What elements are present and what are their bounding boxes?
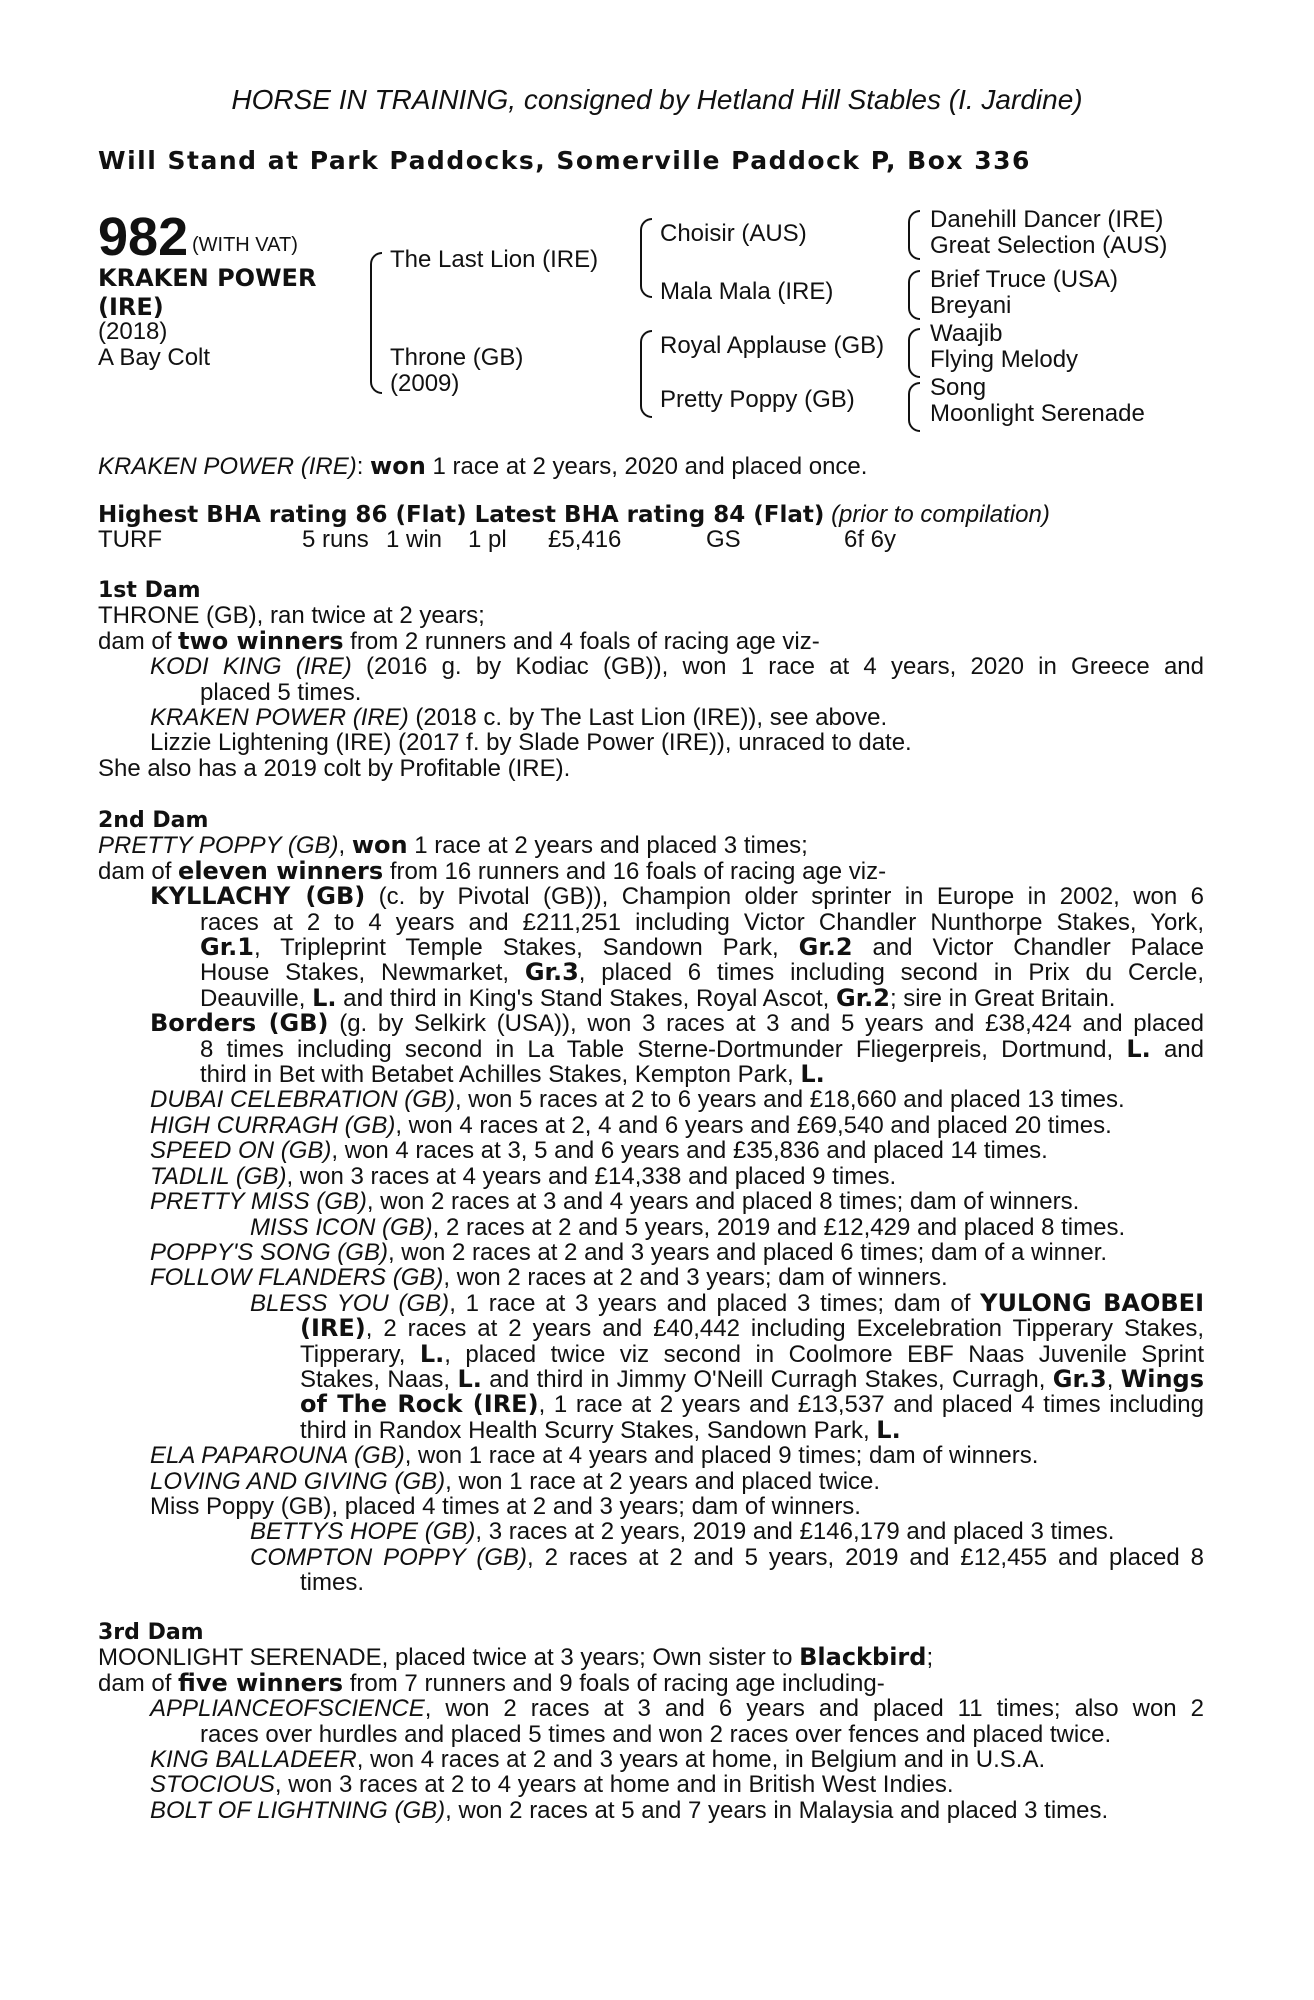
dam2-lg1a-text: LOVING AND GIVING (GB) <box>150 1467 446 1495</box>
first-dam-line: THRONE (GB), ran twice at 2 years; <box>98 602 485 630</box>
dam2-bo2c-text: and <box>1150 1035 1204 1063</box>
second-dam-section <box>98 808 1204 1596</box>
dam2-bl4c-text: and third in Jimmy O'Neill Curragh Stakes, Curragh, <box>481 1365 1053 1393</box>
dam3-st1a-text: STOCIOUS <box>150 1771 275 1799</box>
record-distance: 6f 6y <box>844 526 897 553</box>
dam1-l2a-text: dam of <box>98 627 179 655</box>
dam2-bo3b-text: L. <box>800 1060 825 1089</box>
dam2-bl1a-text: BLESS YOU (GB) <box>250 1289 450 1317</box>
dam2-bl3c-text: , placed twice viz second in Coolmore EBF Naas Juvenile Sprint <box>444 1340 1204 1368</box>
offspring-applianceofscience <box>98 1696 1204 1721</box>
dam2-ky4a-text: House Stakes, Newmarket, <box>200 959 525 987</box>
granddam-3: Flying Melody <box>930 346 1079 373</box>
dam2-bl5a-text: of The Rock (IRE) <box>300 1390 539 1419</box>
dam2-l1b-text: , <box>338 832 352 860</box>
summary-horse-name: KRAKEN POWER (IRE) <box>98 453 357 480</box>
dam3-l2a-text: dam of <box>98 1669 179 1697</box>
granddam-4: Moonlight Serenade <box>930 400 1145 427</box>
dam2-bl4e-text: , <box>1106 1365 1121 1393</box>
granddam-1: Great Selection (AUS) <box>930 232 1168 259</box>
compton-poppy-line2: times. <box>300 1569 365 1597</box>
horse-name-line1: KRAKEN POWER <box>98 264 317 292</box>
dam2-bo2a-text: 8 times including second in La Table Sterne-Dortmunder Fliegerpreis, Dortmund, <box>200 1035 1127 1063</box>
dam2-bo2b-text: L. <box>1126 1034 1151 1063</box>
dam1-o1a-text: KODI KING (IRE) <box>150 653 352 681</box>
bless-you-line4 <box>98 1364 1204 1393</box>
dam2-ky4c-text: , placed 6 times including second in Prix du Cercle, <box>578 959 1204 987</box>
grandoffspring-miss-icon <box>98 1215 1204 1240</box>
offspring-king-balladeer <box>98 1747 1204 1772</box>
grandsire-2: Brief Truce (USA) <box>930 266 1119 293</box>
offspring-borders <box>98 1011 1204 1036</box>
lot-number: 982 <box>98 207 189 267</box>
dam2-ky3a-text: Gr.1 <box>200 933 254 962</box>
dam2-bh1a-text: BETTYS HOPE (GB) <box>250 1518 476 1546</box>
horse-description: A Bay Colt <box>98 344 211 371</box>
offspring-kodi-king <box>98 654 1204 679</box>
bless-you-line6 <box>98 1415 1204 1444</box>
dam2-l1c-text: won <box>351 831 408 860</box>
granddam-2: Breyani <box>930 292 1012 319</box>
pedigree-bracket-g1 <box>908 210 920 260</box>
dam2-du1a-text: DUBAI CELEBRATION (GB) <box>150 1086 455 1114</box>
dam2-bl3a-text: Tipperary, <box>300 1340 420 1368</box>
dam2-bl6b-text: L. <box>876 1415 901 1444</box>
record-surface: TURF <box>98 526 162 553</box>
dam2-l2b-text: eleven winners <box>178 856 384 885</box>
offspring-stocious <box>98 1772 1204 1797</box>
pedigree-bracket-g3 <box>908 328 920 378</box>
dam2-bo3a-text: third in Bet with Betabet Achilles Stakes, Kempton Park, <box>200 1061 801 1089</box>
rating-note: (prior to compilation) <box>831 501 1050 528</box>
offspring-kyllachy <box>98 884 1204 909</box>
dam2-l2c-text: from 16 runners and 16 foals of racing age viz- <box>383 857 887 885</box>
record-going: GS <box>706 526 741 553</box>
dam2-hc1b-text: , won 4 races at 2, 4 and 6 years and £69,540 and placed 20 times. <box>395 1111 1112 1139</box>
third-dam-line <box>98 1645 1204 1670</box>
borders-line2 <box>98 1034 1204 1063</box>
kyllachy-line5 <box>98 983 1204 1012</box>
summary-won: won <box>370 452 426 480</box>
record-runs: 5 runs <box>302 526 369 553</box>
dam2-ky5e-text: ; sire in Great Britain. <box>889 984 1116 1012</box>
dam2-ky3c-text: Gr.2 <box>798 933 853 962</box>
dam3-kb1b-text: , won 4 races at 2 and 3 years at home, in Belgium and in U.S.A. <box>356 1746 1046 1774</box>
dam2-so1b-text: , won 4 races at 3, 5 and 6 years and £35,836 and placed 14 times. <box>331 1137 1048 1165</box>
dam2-ff1b-text: , won 2 races at 2 and 3 years; dam of winners. <box>443 1264 948 1292</box>
dam2-pm1b-text: , won 2 races at 3 and 4 years and placed 8 times; dam of winners. <box>366 1188 1080 1216</box>
dam2-lg1b-text: , won 1 race at 2 years and placed twice. <box>445 1467 881 1495</box>
dam2-bh1b-text: , 3 races at 2 years, 2019 and £146,179 and placed 3 times. <box>475 1518 1115 1546</box>
pedigree-bracket-parents <box>370 252 382 394</box>
grandoffspring-bless-you <box>98 1288 1205 1317</box>
dam3-l1b-text: Blackbird <box>799 1643 927 1672</box>
dam2-bl2a-text: (IRE) <box>300 1314 366 1343</box>
dam3-l2b-text: five winners <box>178 1668 344 1697</box>
dam2-l1a-text: PRETTY POPPY (GB) <box>98 832 339 860</box>
dam2-mi1a-text: MISS ICON (GB) <box>250 1213 433 1241</box>
first-dam-produce <box>98 626 1204 655</box>
grandoffspring-compton-poppy <box>98 1545 1204 1570</box>
dam2-bl4f-text: Wings <box>1120 1364 1204 1393</box>
dam2-l2a-text: dam of <box>98 857 179 885</box>
kyllachy-line3 <box>98 935 1204 960</box>
offspring-ela-paparouna <box>98 1443 1204 1468</box>
dam1-o2a-text: KRAKEN POWER (IRE) <box>150 704 409 732</box>
dam2-ep1a-text: ELA PAPAROUNA (GB) <box>150 1442 405 1470</box>
dam1-o2b-text: (2018 c. by The Last Lion (IRE)), see above. <box>408 704 888 732</box>
sire-dam: Mala Mala (IRE) <box>660 278 834 305</box>
dam3-bt1b-text: , won 2 races at 5 and 7 years in Malaysia and placed 3 times. <box>445 1796 1109 1824</box>
dam2-bl4b-text: L. <box>457 1364 482 1393</box>
dam3-l1a-text: MOONLIGHT SERENADE, placed twice at 3 years; Own sister to <box>98 1644 800 1672</box>
kyllachy-line2: races at 2 to 4 years and £211,251 including Victor Chandler Nunthorpe Stakes, York, <box>200 908 1204 936</box>
record-earnings: £5,416 <box>548 526 622 553</box>
dam2-ky1b-text: (c. by Pivotal (GB)), Champion older sprinter in Europe in 2002, won 6 <box>365 883 1204 911</box>
dam2-bl3b-text: L. <box>419 1339 445 1368</box>
dam2-so1a-text: SPEED ON (GB) <box>150 1137 332 1165</box>
dam2-bl5b-text: , 1 race at 2 years and £13,537 and placed 4 times including <box>538 1391 1204 1419</box>
vat-note: (WITH VAT) <box>192 234 298 256</box>
pedigree-bracket-g4 <box>908 382 920 432</box>
dam2-mi1b-text: , 2 races at 2 and 5 years, 2019 and £12,429 and placed 8 times. <box>432 1213 1126 1241</box>
grandsire-1: Danehill Dancer (IRE) <box>930 206 1164 233</box>
second-dam-line <box>98 833 1204 858</box>
offspring-follow-flanders <box>98 1265 1204 1290</box>
record-wins: 1 win <box>386 526 443 553</box>
dam2-cp1a-text: COMPTON POPPY (GB) <box>250 1543 527 1571</box>
dam3-l2c-text: from 7 runners and 9 foals of racing age including- <box>343 1669 885 1697</box>
foaling-year: (2018) <box>98 318 168 345</box>
dam2-bo1a-text: Borders (GB) <box>150 1009 329 1038</box>
dam1-l2c-text: from 2 runners and 4 foals of racing age viz- <box>343 627 820 655</box>
dam3-kb1a-text: KING BALLADEER <box>150 1746 357 1774</box>
rating-text: Highest BHA rating 86 (Flat) Latest BHA rating 84 (Flat) <box>98 502 825 528</box>
pedigree-bracket-dam <box>640 330 652 418</box>
consignment-title: HORSE IN TRAINING, consigned by Hetland Hill Stables (I. Jardine) <box>231 84 1083 115</box>
offspring-pretty-miss <box>98 1189 1204 1214</box>
dam2-bl2b-text: , 2 races at 2 years and £40,442 including Excelebration Tipperary Stakes, <box>365 1315 1204 1343</box>
bless-you-line3 <box>98 1339 1204 1368</box>
stand-location: Will Stand at Park Paddocks, Somerville Paddock P, Box 336 <box>98 146 1031 175</box>
dam2-ps1b-text: , won 2 races at 2 and 3 years and placed 6 times; dam of a winner. <box>387 1238 1108 1266</box>
dam2-bl4a-text: Stakes, Naas, <box>300 1365 458 1393</box>
dam2-ps1a-text: POPPY'S SONG (GB) <box>150 1238 388 1266</box>
dam3-st1b-text: , won 3 races at 2 to 4 years at home and in British West Indies. <box>274 1771 954 1799</box>
dam1-o1b-text: (2016 g. by Kodiac (GB)), won 1 race at 4 years, 2020 in Greece and <box>351 653 1204 681</box>
dam3-ap1b-text: , won 2 races at 3 and 6 years and placed 11 times; also won 2 <box>424 1695 1204 1723</box>
horse-name <box>98 264 316 322</box>
race-summary: KRAKEN POWER (IRE): won 1 race at 2 years, 2020 and placed once. <box>98 452 868 480</box>
dam2-ky1a-text: KYLLACHY (GB) <box>150 882 366 911</box>
bless-you-line2 <box>98 1316 1204 1341</box>
dam2-ep1b-text: , won 1 race at 4 years and placed 9 times; dam of winners. <box>404 1442 1039 1470</box>
dam: Throne (GB) <box>390 344 524 371</box>
first-dam-note: She also has a 2019 colt by Profitable (IRE). <box>98 754 571 782</box>
dam2-ky5b-text: L. <box>312 983 337 1012</box>
dam2-bl4d-text: Gr.3 <box>1052 1364 1107 1393</box>
dam-dam: Pretty Poppy (GB) <box>660 386 855 413</box>
dam2-ky3d-text: and Victor Chandler Palace <box>852 934 1205 962</box>
dam3-bt1a-text: BOLT OF LIGHTNING (GB) <box>150 1796 446 1824</box>
third-dam-section <box>98 1620 1204 1823</box>
second-dam-heading: 2nd Dam <box>98 808 209 833</box>
dam2-ta1b-text: , won 3 races at 4 years and £14,338 and placed 9 times. <box>286 1162 897 1190</box>
borders-line3 <box>98 1062 1204 1087</box>
dam2-ff1a-text: FOLLOW FLANDERS (GB) <box>150 1264 444 1292</box>
dam3-l1c-text: ; <box>926 1644 934 1672</box>
offspring-tadlil <box>98 1164 1204 1189</box>
offspring-miss-poppy: Miss Poppy (GB), placed 4 times at 2 and 3 years; dam of winners. <box>150 1492 861 1520</box>
dam2-ta1a-text: TADLIL (GB) <box>150 1162 287 1190</box>
dam2-bo1b-text: (g. by Selkirk (USA)), won 3 races at 3 and 5 years and £38,424 and placed <box>328 1010 1204 1038</box>
offspring-bolt-of-lightning <box>98 1798 1204 1823</box>
bha-rating <box>98 501 1050 529</box>
offspring-kodi-king-cont: placed 5 times. <box>200 678 362 706</box>
offspring-dubai-celebration <box>98 1087 1204 1112</box>
dam2-l1d-text: 1 race at 2 years and placed 3 times; <box>407 832 808 860</box>
dam2-ky5d-text: Gr.2 <box>836 983 890 1012</box>
dam2-ky5a-text: Deauville, <box>200 984 313 1012</box>
sire: The Last Lion (IRE) <box>390 246 599 273</box>
dam2-bl1c-text: YULONG BAOBEI <box>980 1288 1205 1317</box>
offspring-high-curragh <box>98 1113 1204 1138</box>
offspring-poppys-song <box>98 1240 1204 1265</box>
first-dam-heading: 1st Dam <box>98 578 201 603</box>
summary-rest: 1 race at 2 years, 2020 and placed once. <box>425 453 868 480</box>
record-places: 1 pl <box>468 526 507 553</box>
applianceofscience-line2: races over hurdles and placed 5 times and won 2 races over fences and placed twice. <box>200 1720 1112 1748</box>
dam-year: (2009) <box>390 370 460 397</box>
dam-sire: Royal Applause (GB) <box>660 332 885 359</box>
offspring-kraken-power <box>98 705 1204 730</box>
grandoffspring-bettys-hope <box>98 1519 1204 1544</box>
first-dam-section <box>98 578 1204 781</box>
pedigree-bracket-sire <box>640 218 652 298</box>
offspring-speed-on <box>98 1138 1204 1163</box>
offspring-lizzie: Lizzie Lightening (IRE) (2017 f. by Slade Power (IRE)), unraced to date. <box>150 729 912 757</box>
grandsire-3: Waajib <box>930 320 1003 347</box>
offspring-loving-and-giving <box>98 1469 1204 1494</box>
dam2-pm1a-text: PRETTY MISS (GB) <box>150 1188 367 1216</box>
third-dam-heading: 3rd Dam <box>98 1620 204 1645</box>
dam3-ap1a-text: APPLIANCEOFSCIENCE <box>150 1695 425 1723</box>
dam2-bl1b-text: , 1 race at 3 years and placed 3 times; dam of <box>449 1289 981 1317</box>
bless-you-line5 <box>98 1392 1204 1417</box>
dam2-ky4b-text: Gr.3 <box>524 958 579 987</box>
pedigree-bracket-g2 <box>908 270 920 320</box>
dam2-cp1b-text: , 2 races at 2 and 5 years, 2019 and £12,455 and placed 8 <box>526 1543 1204 1571</box>
second-dam-produce <box>98 856 1204 885</box>
dam2-ky5c-text: and third in King's Stand Stakes, Royal Ascot, <box>336 984 837 1012</box>
dam2-bl6a-text: third in Randox Health Scurry Stakes, Sandown Park, <box>300 1416 877 1444</box>
sire-sire: Choisir (AUS) <box>660 220 807 247</box>
dam1-l2b-text: two winners <box>178 626 344 655</box>
grandsire-4: Song <box>930 374 987 401</box>
horse-name-line2: (IRE) <box>98 293 164 321</box>
third-dam-produce <box>98 1668 1204 1697</box>
kyllachy-line4 <box>98 960 1204 985</box>
dam2-hc1a-text: HIGH CURRAGH (GB) <box>150 1111 396 1139</box>
dam2-du1b-text: , won 5 races at 2 to 6 years and £18,660 and placed 13 times. <box>454 1086 1125 1114</box>
dam2-ky3b-text: , Tripleprint Temple Stakes, Sandown Park, <box>253 934 799 962</box>
